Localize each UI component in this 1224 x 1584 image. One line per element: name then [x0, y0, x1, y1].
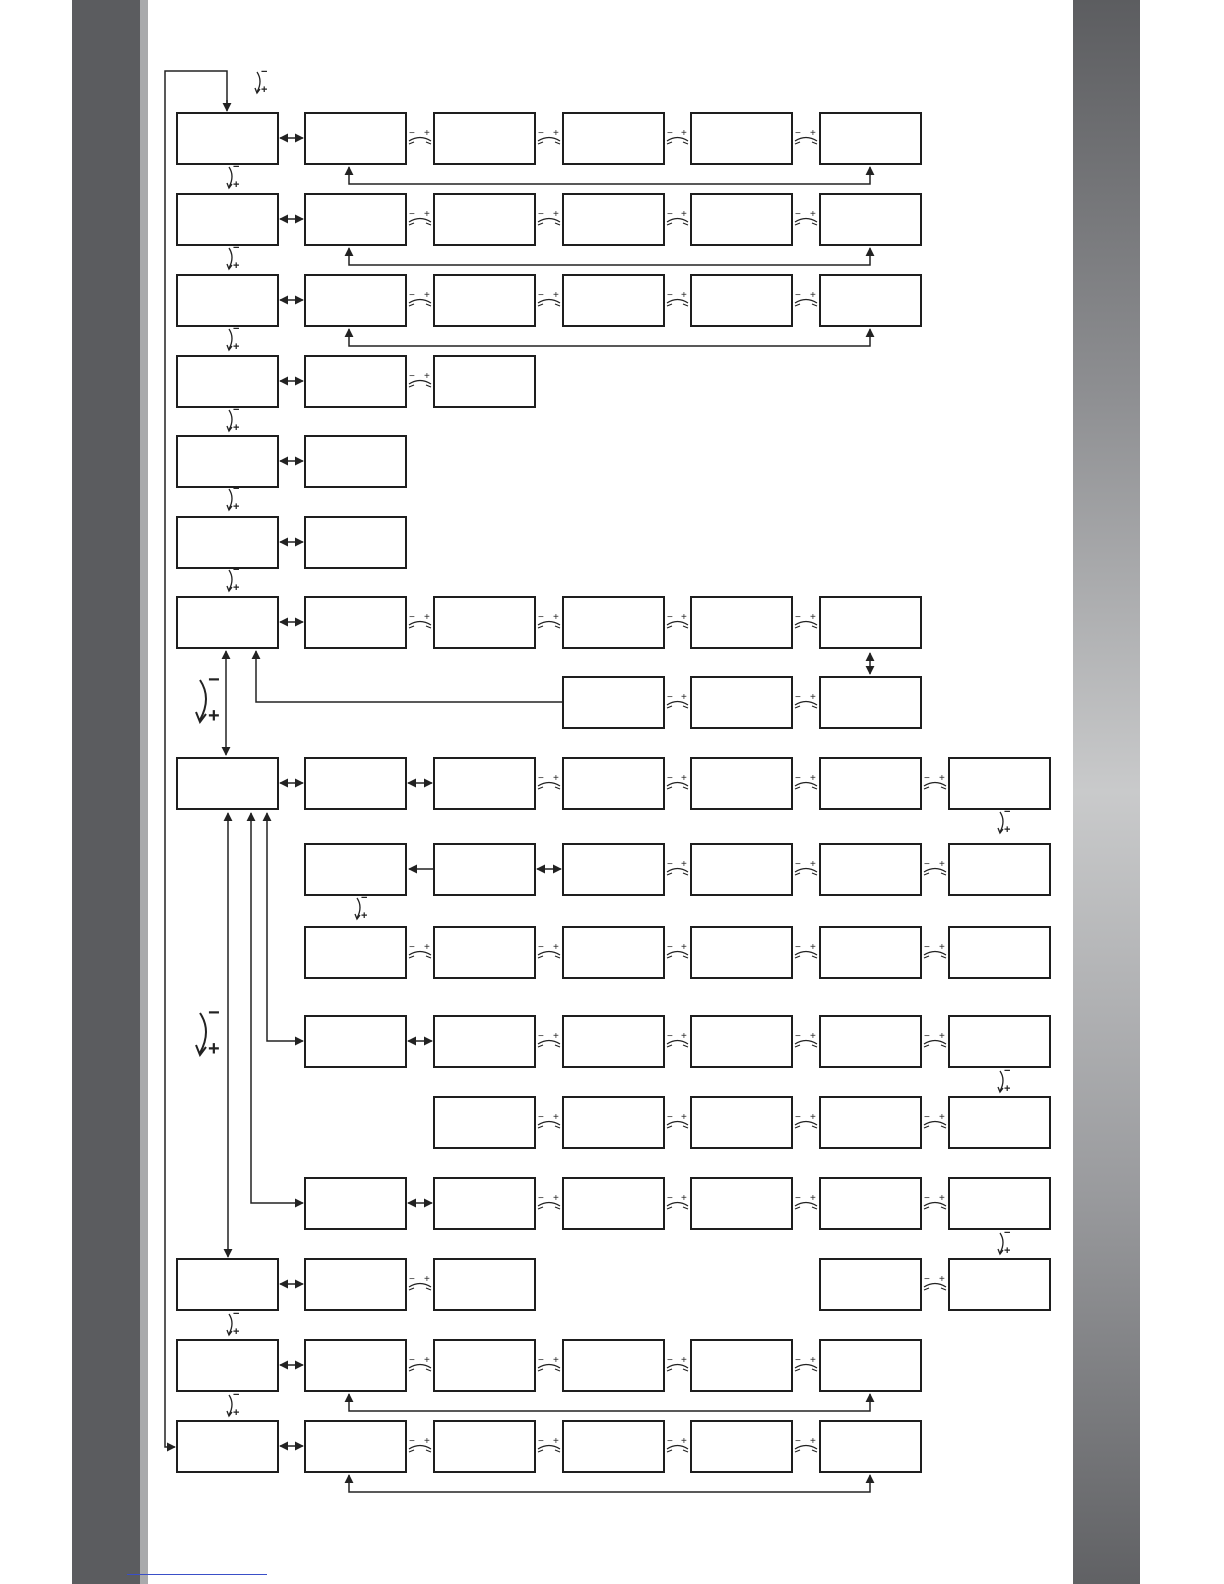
- svg-text:+: +: [681, 290, 687, 301]
- svg-text:−: −: [538, 1112, 544, 1123]
- svg-text:+: +: [424, 1355, 430, 1366]
- minus-plus-swap-icon: [538, 1112, 560, 1128]
- svg-text:−: −: [667, 1193, 673, 1204]
- minus-plus-swap-icon: [538, 1355, 560, 1371]
- menu-box-27: [305, 597, 406, 648]
- svg-text:+: +: [810, 612, 816, 623]
- rotary-minus-plus-icon: [227, 1308, 239, 1338]
- menu-box-49: [434, 927, 535, 978]
- minus-plus-swap-icon: [795, 209, 817, 225]
- minus-plus-swap-icon: [409, 942, 431, 958]
- minus-plus-swap-icon: [667, 1193, 688, 1209]
- svg-text:+: +: [553, 128, 559, 139]
- menu-box-24: [177, 517, 278, 568]
- svg-text:−: −: [795, 942, 801, 953]
- minus-plus-swap-icon: [409, 1355, 431, 1371]
- svg-text:+: +: [233, 1326, 240, 1338]
- svg-text:+: +: [810, 209, 816, 220]
- svg-text:+: +: [810, 1193, 816, 1204]
- svg-text:−: −: [208, 1002, 220, 1024]
- rotary-minus-plus-icon: [227, 161, 239, 191]
- svg-text:+: +: [261, 84, 268, 96]
- menu-box-11: [691, 194, 792, 245]
- menu-box-23: [305, 436, 406, 487]
- svg-text:+: +: [810, 1112, 816, 1123]
- menu-box-50: [563, 927, 664, 978]
- svg-text:+: +: [553, 1355, 559, 1366]
- svg-text:−: −: [233, 161, 240, 173]
- svg-text:+: +: [424, 290, 430, 301]
- menu-boxes: [177, 113, 1050, 1472]
- menu-box-21: [434, 356, 535, 407]
- menu-box-83: [305, 1421, 406, 1472]
- svg-text:−: −: [409, 209, 415, 220]
- svg-text:+: +: [424, 128, 430, 139]
- menu-box-51: [691, 927, 792, 978]
- menu-box-9: [434, 194, 535, 245]
- svg-text:−: −: [795, 290, 801, 301]
- svg-text:−: −: [538, 1193, 544, 1204]
- svg-text:−: −: [667, 209, 673, 220]
- menu-box-81: [820, 1340, 921, 1391]
- menu-box-56: [563, 1016, 664, 1067]
- menu-box-43: [434, 844, 535, 895]
- svg-text:−: −: [795, 1436, 801, 1447]
- minus-plus-swap-icon: [538, 209, 560, 225]
- svg-text:−: −: [795, 1031, 801, 1042]
- minus-plus-swap-icon: [667, 1436, 688, 1452]
- svg-text:−: −: [233, 323, 240, 335]
- minus-plus-swap-icon: [667, 209, 688, 225]
- svg-text:−: −: [795, 209, 801, 220]
- svg-text:−: −: [233, 404, 240, 416]
- menu-box-13: [177, 275, 278, 326]
- svg-text:+: +: [553, 612, 559, 623]
- rotary-minus-plus-icon: [998, 1065, 1010, 1095]
- svg-text:+: +: [1004, 1245, 1011, 1257]
- menu-box-6: [820, 113, 921, 164]
- minus-plus-swap-icon: [795, 1031, 817, 1047]
- svg-text:+: +: [810, 290, 816, 301]
- menu-box-41: [949, 758, 1050, 809]
- menu-box-76: [177, 1340, 278, 1391]
- minus-plus-swap-icon: [924, 1112, 946, 1128]
- menu-box-31: [820, 597, 921, 648]
- minus-plus-swap-icon: [409, 1274, 431, 1290]
- svg-text:−: −: [233, 242, 240, 254]
- connector-line: [256, 651, 563, 702]
- svg-text:−: −: [233, 1308, 240, 1320]
- svg-text:+: +: [810, 1436, 816, 1447]
- svg-text:−: −: [667, 1112, 673, 1123]
- menu-box-30: [691, 597, 792, 648]
- minus-plus-swap-icon: [409, 209, 431, 225]
- minus-plus-swap-icon: [667, 1031, 688, 1047]
- menu-box-39: [691, 758, 792, 809]
- svg-text:+: +: [681, 942, 687, 953]
- minus-plus-swap-icon: [667, 290, 688, 306]
- minus-plus-swap-icon: [538, 1031, 560, 1047]
- rotary-minus-plus-icon: [227, 323, 239, 353]
- svg-text:+: +: [553, 209, 559, 220]
- menu-box-72: [305, 1259, 406, 1310]
- svg-text:−: −: [795, 859, 801, 870]
- menu-box-78: [434, 1340, 535, 1391]
- minus-plus-swap-icon: [409, 612, 431, 628]
- menu-box-63: [820, 1097, 921, 1148]
- svg-text:+: +: [553, 1193, 559, 1204]
- menu-box-85: [563, 1421, 664, 1472]
- menu-box-52: [820, 927, 921, 978]
- svg-text:+: +: [681, 612, 687, 623]
- minus-plus-swap-icon: [795, 859, 817, 875]
- menu-box-58: [820, 1016, 921, 1067]
- svg-text:+: +: [681, 1355, 687, 1366]
- svg-text:−: −: [409, 371, 415, 382]
- svg-text:+: +: [553, 1031, 559, 1042]
- svg-text:+: +: [681, 209, 687, 220]
- svg-text:−: −: [924, 1193, 930, 1204]
- svg-text:+: +: [424, 612, 430, 623]
- menu-box-3: [434, 113, 535, 164]
- minus-plus-swap-icon: [924, 942, 946, 958]
- minus-plus-swap-icon: [538, 773, 560, 789]
- svg-text:+: +: [208, 1038, 220, 1060]
- minus-plus-swap-icon: [924, 1274, 946, 1290]
- svg-text:+: +: [681, 1436, 687, 1447]
- minus-plus-swap-icon: [924, 1193, 946, 1209]
- minus-plus-swap-icon: [667, 1355, 688, 1371]
- svg-text:−: −: [409, 128, 415, 139]
- connector-line: [349, 1394, 870, 1411]
- connector-line: [349, 167, 870, 184]
- connector-line: [349, 1475, 870, 1492]
- menu-box-29: [563, 597, 664, 648]
- svg-text:+: +: [681, 859, 687, 870]
- menu-box-77: [305, 1340, 406, 1391]
- menu-box-60: [434, 1097, 535, 1148]
- minus-plus-swap-icon: [409, 1436, 431, 1452]
- minus-plus-swap-icon: [795, 128, 817, 144]
- menu-box-46: [820, 844, 921, 895]
- minus-plus-swap-icon: [924, 859, 946, 875]
- svg-text:−: −: [667, 290, 673, 301]
- svg-text:+: +: [1004, 824, 1011, 836]
- svg-text:−: −: [538, 942, 544, 953]
- svg-text:+: +: [681, 692, 687, 703]
- menu-box-2: [305, 113, 406, 164]
- svg-text:+: +: [810, 1355, 816, 1366]
- svg-text:+: +: [361, 910, 368, 922]
- svg-text:+: +: [424, 942, 430, 953]
- rotary-minus-plus-icon: [355, 892, 367, 922]
- menu-box-71: [177, 1259, 278, 1310]
- menu-box-26: [177, 597, 278, 648]
- svg-text:−: −: [667, 773, 673, 784]
- menu-box-18: [820, 275, 921, 326]
- menu-box-47: [949, 844, 1050, 895]
- minus-plus-swap-icon: [795, 1112, 817, 1128]
- svg-text:−: −: [667, 1355, 673, 1366]
- svg-text:+: +: [810, 128, 816, 139]
- menu-box-8: [305, 194, 406, 245]
- menu-box-48: [305, 927, 406, 978]
- rotary-minus-plus-icon: [227, 404, 239, 434]
- minus-plus-swap-icon: [924, 773, 946, 789]
- menu-box-73: [434, 1259, 535, 1310]
- svg-text:−: −: [795, 692, 801, 703]
- svg-text:+: +: [233, 1407, 240, 1419]
- menu-box-20: [305, 356, 406, 407]
- svg-text:−: −: [409, 612, 415, 623]
- menu-box-40: [820, 758, 921, 809]
- svg-text:+: +: [939, 1112, 945, 1123]
- svg-text:+: +: [681, 1112, 687, 1123]
- svg-text:+: +: [939, 859, 945, 870]
- svg-text:+: +: [939, 1031, 945, 1042]
- minus-plus-swap-icon: [409, 371, 431, 387]
- menu-box-12: [820, 194, 921, 245]
- menu-box-44: [563, 844, 664, 895]
- minus-plus-swap-icon: [667, 612, 688, 628]
- menu-box-22: [177, 436, 278, 487]
- svg-text:+: +: [553, 290, 559, 301]
- svg-text:−: −: [409, 1436, 415, 1447]
- menu-box-1: [177, 113, 278, 164]
- menu-box-87: [820, 1421, 921, 1472]
- menu-box-82: [177, 1421, 278, 1472]
- svg-text:+: +: [681, 773, 687, 784]
- menu-box-37: [434, 758, 535, 809]
- svg-text:−: −: [795, 128, 801, 139]
- minus-plus-swap-icon: [667, 1112, 688, 1128]
- minus-plus-swap-icon: [538, 128, 560, 144]
- menu-box-84: [434, 1421, 535, 1472]
- svg-text:−: −: [924, 1112, 930, 1123]
- svg-text:−: −: [924, 773, 930, 784]
- svg-text:−: −: [409, 290, 415, 301]
- svg-text:−: −: [667, 128, 673, 139]
- svg-text:−: −: [538, 290, 544, 301]
- svg-text:−: −: [667, 612, 673, 623]
- menu-box-7: [177, 194, 278, 245]
- svg-text:−: −: [924, 1031, 930, 1042]
- minus-plus-swap-icon: [795, 290, 817, 306]
- svg-text:−: −: [924, 942, 930, 953]
- svg-text:−: −: [233, 564, 240, 576]
- svg-text:+: +: [810, 859, 816, 870]
- menu-box-79: [563, 1340, 664, 1391]
- svg-text:−: −: [538, 1031, 544, 1042]
- minus-plus-swap-icon: [409, 128, 431, 144]
- svg-text:−: −: [409, 1355, 415, 1366]
- menu-box-15: [434, 275, 535, 326]
- svg-text:−: −: [667, 942, 673, 953]
- svg-text:+: +: [424, 371, 430, 382]
- svg-text:−: −: [795, 1355, 801, 1366]
- menu-box-66: [434, 1178, 535, 1229]
- svg-text:+: +: [810, 942, 816, 953]
- menu-box-57: [691, 1016, 792, 1067]
- svg-text:+: +: [939, 773, 945, 784]
- menu-box-65: [305, 1178, 406, 1229]
- svg-text:−: −: [233, 1389, 240, 1401]
- svg-text:+: +: [681, 1193, 687, 1204]
- minus-plus-swap-icon: [409, 290, 431, 306]
- svg-text:−: −: [538, 1436, 544, 1447]
- menu-box-64: [949, 1097, 1050, 1148]
- rotary-minus-plus-icon: [227, 1389, 239, 1419]
- svg-text:−: −: [924, 1274, 930, 1285]
- svg-text:+: +: [1004, 1083, 1011, 1095]
- minus-plus-swap-icon: [538, 290, 560, 306]
- minus-plus-swap-icon: [667, 692, 688, 708]
- svg-text:+: +: [810, 1031, 816, 1042]
- menu-box-25: [305, 517, 406, 568]
- svg-text:+: +: [233, 260, 240, 272]
- svg-text:+: +: [681, 1031, 687, 1042]
- svg-text:−: −: [667, 1436, 673, 1447]
- menu-box-61: [563, 1097, 664, 1148]
- svg-text:−: −: [1004, 806, 1011, 818]
- svg-text:−: −: [795, 1193, 801, 1204]
- minus-plus-swap-icon: [795, 692, 817, 708]
- svg-text:+: +: [424, 1436, 430, 1447]
- svg-text:+: +: [233, 422, 240, 434]
- rotary-minus-plus-icon: [998, 806, 1010, 836]
- svg-text:+: +: [681, 128, 687, 139]
- minus-plus-swap-icon: [667, 942, 688, 958]
- menu-box-32: [563, 677, 664, 728]
- svg-text:−: −: [538, 612, 544, 623]
- minus-plus-swap-icon: [795, 1193, 817, 1209]
- rotary-minus-plus-icon: [255, 66, 267, 96]
- svg-text:+: +: [233, 501, 240, 513]
- svg-text:−: −: [667, 859, 673, 870]
- menu-box-55: [434, 1016, 535, 1067]
- minus-plus-swap-icon: [538, 612, 560, 628]
- menu-box-62: [691, 1097, 792, 1148]
- menu-box-17: [691, 275, 792, 326]
- svg-text:−: −: [795, 1112, 801, 1123]
- svg-text:−: −: [538, 1355, 544, 1366]
- connector-line: [251, 813, 303, 1203]
- menu-box-68: [691, 1178, 792, 1229]
- menu-box-38: [563, 758, 664, 809]
- svg-text:+: +: [424, 1274, 430, 1285]
- minus-plus-swap-icon: [667, 859, 688, 875]
- connector-line: [267, 813, 303, 1041]
- svg-text:−: −: [538, 209, 544, 220]
- minus-plus-swap-icon: [795, 1355, 817, 1371]
- menu-box-80: [691, 1340, 792, 1391]
- svg-text:+: +: [939, 942, 945, 953]
- minus-plus-swap-icon: [538, 1193, 560, 1209]
- svg-text:−: −: [667, 1031, 673, 1042]
- svg-text:+: +: [233, 179, 240, 191]
- menu-box-16: [563, 275, 664, 326]
- svg-text:−: −: [233, 483, 240, 495]
- menu-box-34: [820, 677, 921, 728]
- menu-box-53: [949, 927, 1050, 978]
- menu-box-54: [305, 1016, 406, 1067]
- svg-text:+: +: [810, 692, 816, 703]
- menu-box-14: [305, 275, 406, 326]
- menu-box-70: [949, 1178, 1050, 1229]
- menu-box-42: [305, 844, 406, 895]
- svg-text:+: +: [424, 209, 430, 220]
- menu-box-45: [691, 844, 792, 895]
- menu-box-74: [820, 1259, 921, 1310]
- svg-text:−: −: [261, 66, 268, 78]
- menu-box-4: [563, 113, 664, 164]
- svg-text:−: −: [361, 892, 368, 904]
- svg-text:+: +: [553, 1436, 559, 1447]
- connector-line: [349, 329, 870, 346]
- svg-text:−: −: [795, 612, 801, 623]
- svg-text:−: −: [208, 669, 220, 691]
- menu-box-28: [434, 597, 535, 648]
- svg-text:+: +: [233, 582, 240, 594]
- svg-text:+: +: [939, 1274, 945, 1285]
- svg-text:+: +: [208, 705, 220, 727]
- menu-box-59: [949, 1016, 1050, 1067]
- connector-line: [349, 248, 870, 265]
- minus-plus-swap-icon: [924, 1031, 946, 1047]
- minus-plus-swap-icon: [538, 1436, 560, 1452]
- rotary-minus-plus-icon: [227, 242, 239, 272]
- svg-text:−: −: [795, 773, 801, 784]
- svg-text:−: −: [667, 692, 673, 703]
- menu-box-86: [691, 1421, 792, 1472]
- minus-plus-swap-icon: [667, 128, 688, 144]
- svg-text:−: −: [1004, 1065, 1011, 1077]
- menu-box-5: [691, 113, 792, 164]
- menu-box-33: [691, 677, 792, 728]
- svg-text:+: +: [553, 773, 559, 784]
- menu-box-69: [820, 1178, 921, 1229]
- minus-plus-swap-icon: [795, 1436, 817, 1452]
- menu-box-35: [177, 758, 278, 809]
- svg-text:+: +: [810, 773, 816, 784]
- svg-text:−: −: [1004, 1227, 1011, 1239]
- minus-plus-swap-icon: [795, 612, 817, 628]
- minus-plus-swap-icon: [795, 773, 817, 789]
- rotary-minus-plus-icon: [196, 1002, 220, 1060]
- menu-box-36: [305, 758, 406, 809]
- minus-plus-swap-icon: [667, 773, 688, 789]
- svg-text:+: +: [939, 1193, 945, 1204]
- svg-text:−: −: [538, 773, 544, 784]
- menu-box-10: [563, 194, 664, 245]
- svg-text:−: −: [409, 1274, 415, 1285]
- minus-plus-swap-icon: [538, 942, 560, 958]
- menu-box-19: [177, 356, 278, 407]
- svg-text:−: −: [538, 128, 544, 139]
- svg-text:+: +: [553, 1112, 559, 1123]
- svg-text:−: −: [924, 859, 930, 870]
- svg-text:−: −: [409, 942, 415, 953]
- menu-box-67: [563, 1178, 664, 1229]
- menu-box-75: [949, 1259, 1050, 1310]
- rotary-minus-plus-icon: [998, 1227, 1010, 1257]
- rotary-minus-plus-icon: [196, 669, 220, 727]
- minus-plus-swap-icon: [795, 942, 817, 958]
- svg-text:+: +: [233, 341, 240, 353]
- svg-text:+: +: [553, 942, 559, 953]
